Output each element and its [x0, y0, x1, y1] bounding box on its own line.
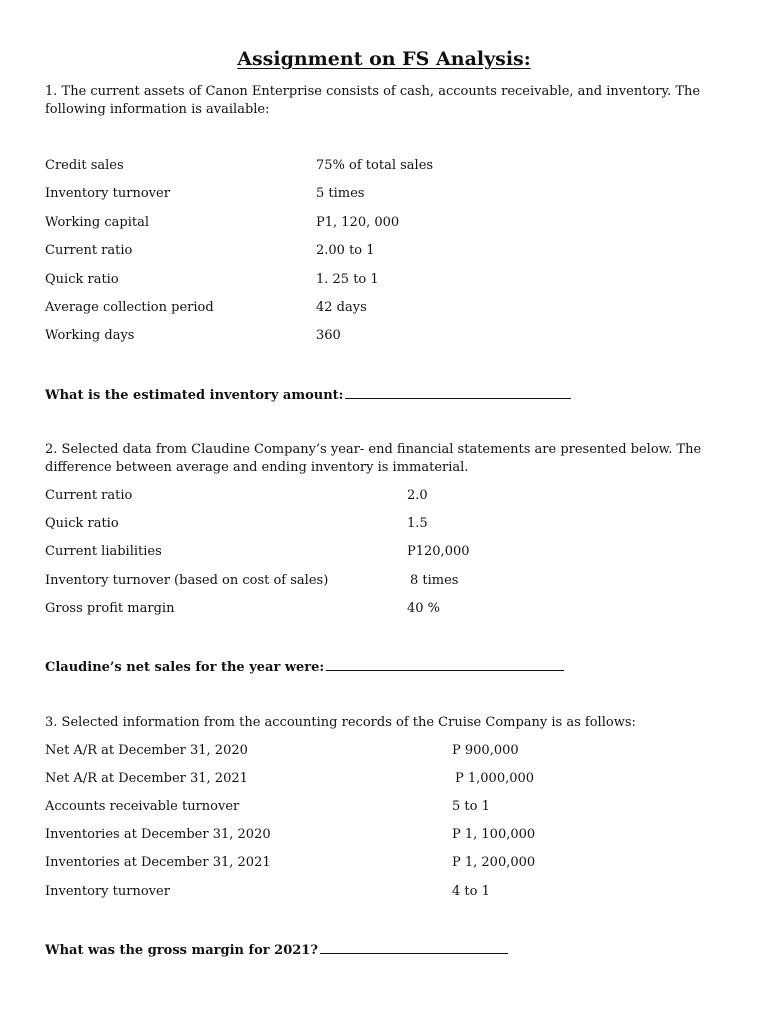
q3-row-label: Net A/R at December 31, 2021 — [45, 771, 248, 786]
q3-row-value: 5 to 1 — [452, 799, 490, 814]
q3-row-label: Net A/R at December 31, 2020 — [45, 743, 248, 758]
q1-row-label: Credit sales — [45, 158, 124, 173]
q1-question-text: What is the estimated inventory amount: — [45, 388, 344, 403]
q3-row-label: Inventories at December 31, 2020 — [45, 827, 271, 842]
q1-row-value: 75% of total sales — [316, 158, 434, 173]
q2-row-value: P120,000 — [407, 544, 470, 559]
q3-row-label: Inventories at December 31, 2021 — [45, 855, 271, 870]
q3-intro: 3. Selected information from the accounting records of the Cruise Company is as follows: — [45, 715, 636, 730]
q3-row-label: Accounts receivable turnover — [45, 799, 240, 814]
q2-row-label: Inventory turnover (based on cost of sales) — [45, 573, 329, 588]
q1-question — [45, 386, 571, 404]
q2-row-label: Current liabilities — [45, 544, 162, 559]
q3-question-text: What was the gross margin for 2021? — [45, 943, 318, 958]
q2-row-label: Gross profit margin — [45, 601, 175, 616]
q3-row-value: P 1, 200,000 — [452, 855, 536, 870]
q2-row-value: 40 % — [407, 601, 441, 616]
document-title: Assignment on FS Analysis: — [237, 48, 531, 70]
q1-answer-blank[interactable] — [345, 386, 571, 399]
q1-row-value: 2.00 to 1 — [316, 243, 375, 258]
q2-row-label: Quick ratio — [45, 516, 119, 531]
q2-question-text: Claudine’s net sales for the year were: — [45, 660, 325, 675]
q1-row-label: Quick ratio — [45, 272, 119, 287]
q2-row-value: 1.5 — [407, 516, 428, 531]
q3-row-value: P 1, 100,000 — [452, 827, 536, 842]
q1-row-value: 360 — [316, 328, 341, 343]
q1-row-label: Working days — [45, 328, 135, 343]
q2-row-value: 2.0 — [407, 488, 428, 503]
q1-row-label: Current ratio — [45, 243, 133, 258]
q1-row-value: 1. 25 to 1 — [316, 272, 379, 287]
q3-row-label: Inventory turnover — [45, 884, 170, 899]
q1-row-label: Average collection period — [45, 300, 214, 315]
q3-question — [45, 941, 508, 959]
q3-answer-blank[interactable] — [320, 941, 508, 954]
q2-answer-blank[interactable] — [326, 658, 564, 671]
q2-question — [45, 658, 564, 676]
q3-row-value: P 1,000,000 — [455, 771, 535, 786]
q1-row-value: P1, 120, 000 — [316, 215, 400, 230]
q2-row-value: 8 times — [410, 573, 459, 588]
q1-row-label: Working capital — [45, 215, 150, 230]
q2-row-label: Current ratio — [45, 488, 133, 503]
q1-row-value: 5 times — [316, 186, 365, 201]
q1-row-value: 42 days — [316, 300, 367, 315]
q1-intro: 1. The current assets of Canon Enterprise consists of cash, accounts receivable, and inventory. The following information is available: — [45, 84, 701, 117]
q3-row-value: P 900,000 — [452, 743, 519, 758]
q3-row-value: 4 to 1 — [452, 884, 490, 899]
q1-row-label: Inventory turnover — [45, 186, 170, 201]
q2-intro: 2. Selected data from Claudine Company’s year- end financial statements are presented below. The difference between average and ending inventory is immaterial. — [45, 442, 702, 475]
